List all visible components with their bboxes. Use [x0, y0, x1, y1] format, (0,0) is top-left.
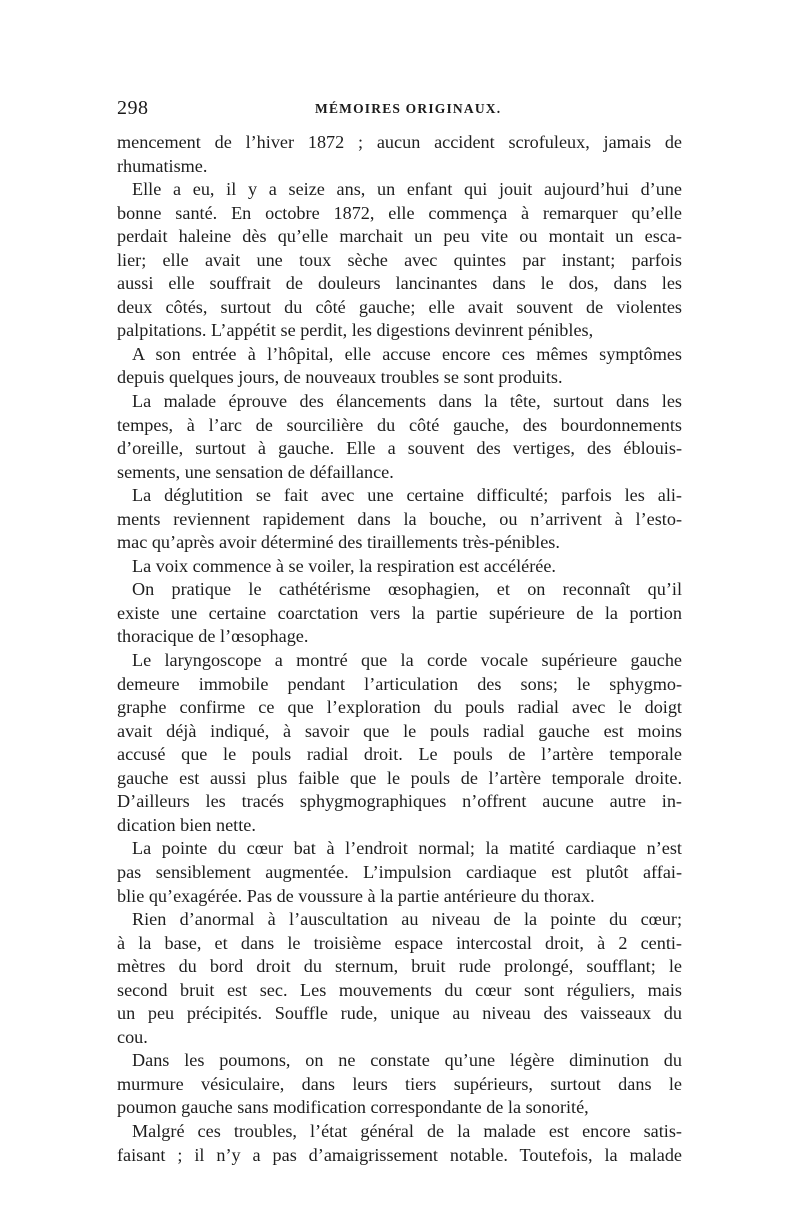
text-line: mencement de l’hiver 1872 ; aucun accident scrofuleux, jamais de	[117, 132, 682, 152]
text-line: D’ailleurs les tracés sphygmographiques n’offrent aucune autre in-	[117, 791, 682, 812]
text-line: depuis quelques jours, de nouveaux troubles se sont produits.	[117, 367, 563, 388]
text-line: demeure immobile pendant l’articulation des sons; le sphygmo-	[117, 673, 682, 694]
text-line: perdait haleine dès qu’elle marchait un peu vite ou montait un esca-	[117, 226, 682, 247]
text-line: pas sensiblement augmentée. L’impulsion cardiaque est plutôt affai-	[117, 861, 682, 882]
text-line: Le laryngoscope a montré que la corde vocale supérieure gauche	[132, 650, 682, 671]
text-line: accusé que le pouls radial droit. Le pouls de l’artère temporale	[117, 744, 682, 765]
text-line: cou.	[117, 1026, 148, 1047]
text-line: à la base, et dans le troisième espace intercostal droit, à 2 centi-	[117, 932, 682, 953]
text-line: avait déjà indiqué, à savoir que le pouls radial gauche est moins	[117, 720, 682, 741]
body-text	[117, 131, 682, 1167]
text-line: sements, une sensation de défaillance.	[117, 461, 394, 482]
text-line: second bruit est sec. Les mouvements du cœur sont réguliers, mais	[117, 979, 682, 1000]
text-line: tempes, à l’arc de sourcilière du côté gauche, des bourdonnements	[117, 414, 682, 435]
running-head	[117, 97, 682, 123]
text-line: bonne santé. En octobre 1872, elle commença à remarquer qu’elle	[117, 202, 682, 223]
text-line: rhumatisme.	[117, 155, 208, 176]
text-line: Dans les poumons, on ne constate qu’une légère diminution du	[132, 1050, 682, 1071]
text-line: blie qu’exagérée. Pas de voussure à la partie antérieure du thorax.	[117, 885, 595, 906]
text-line: mac qu’après avoir déterminé des tiraillements très-pénibles.	[117, 532, 560, 553]
text-line: Elle a eu, il y a seize ans, un enfant qui jouit aujourd’hui d’une	[132, 179, 682, 200]
text-line: poumon gauche sans modification correspondante de la sonorité,	[117, 1097, 589, 1118]
text-line: Malgré ces troubles, l’état général de la malade est encore satis-	[132, 1120, 682, 1141]
text-line: d’oreille, surtout à gauche. Elle a souvent des vertiges, des éblouis-	[117, 438, 682, 459]
text-line: La malade éprouve des élancements dans la tête, surtout dans les	[132, 391, 682, 412]
running-title: MÉMOIRES ORIGINAUX.	[315, 101, 502, 116]
text-line: mètres du bord droit du sternum, bruit rude prolongé, soufflant; le	[117, 956, 682, 977]
page-number: 298	[117, 97, 149, 119]
text-line: deux côtés, surtout du côté gauche; elle avait souvent de violentes	[117, 296, 682, 317]
text-line: existe une certaine coarctation vers la partie supérieure de la portion	[117, 602, 682, 623]
text-line: aussi elle souffrait de douleurs lancinantes dans le dos, dans les	[117, 273, 682, 294]
text-line: palpitations. L’appétit se perdit, les digestions devinrent pénibles,	[117, 320, 594, 341]
text-line: La pointe du cœur bat à l’endroit normal; la matité cardiaque n’est	[132, 838, 682, 859]
text-line: murmure vésiculaire, dans leurs tiers supérieurs, surtout dans le	[117, 1073, 682, 1094]
text-line: La voix commence à se voiler, la respiration est accélérée.	[132, 555, 556, 576]
text-line: La déglutition se fait avec une certaine difficulté; parfois les ali-	[132, 485, 682, 506]
text-line: faisant ; il n’y a pas d’amaigrissement notable. Toutefois, la malade	[117, 1144, 682, 1165]
text-line: Rien d’anormal à l’auscultation au niveau de la pointe du cœur;	[132, 909, 682, 930]
text-line: lier; elle avait une toux sèche avec quintes par instant; parfois	[117, 249, 682, 270]
text-line: A son entrée à l’hôpital, elle accuse encore ces mêmes symptômes	[132, 343, 682, 364]
text-line: On pratique le cathétérisme œsophagien, et on reconnaît qu’il	[132, 579, 682, 600]
text-line: ments reviennent rapidement dans la bouche, ou n’arrivent à l’esto-	[117, 508, 682, 529]
text-line: graphe confirme ce que l’exploration du pouls radial avec le doigt	[117, 697, 682, 718]
text-line: un peu précipités. Souffle rude, unique au niveau des vaisseaux du	[117, 1003, 682, 1024]
text-line: thoracique de l’œsophage.	[117, 626, 309, 647]
text-line: dication bien nette.	[117, 814, 256, 835]
text-line: gauche est aussi plus faible que le pouls de l’artère temporale droite.	[117, 767, 682, 788]
